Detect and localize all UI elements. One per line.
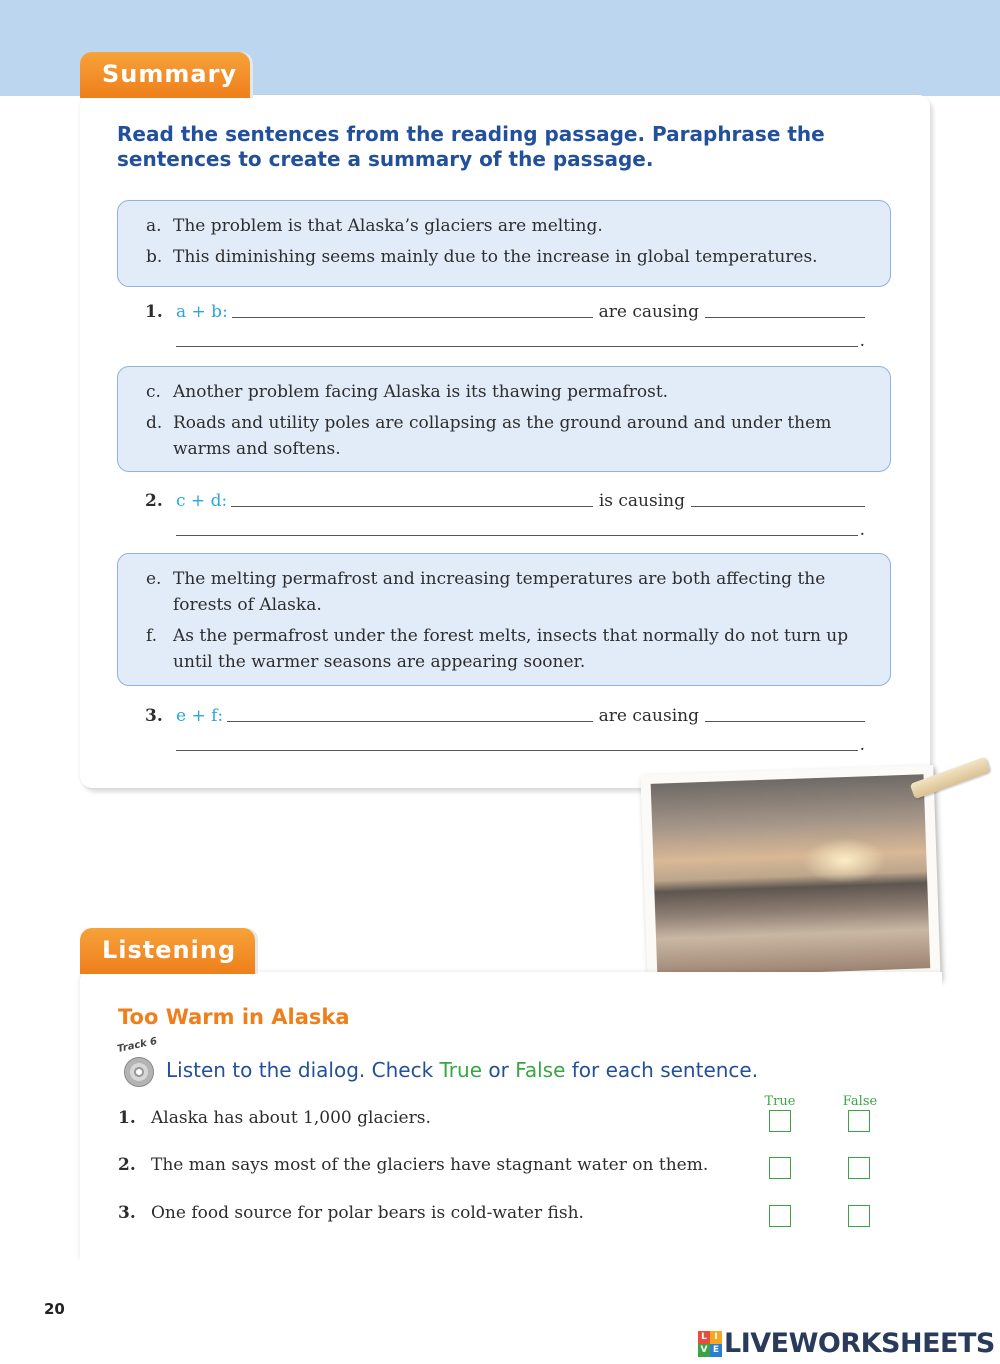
sentence-a (146, 213, 864, 239)
instruction-true-word: True (439, 1058, 482, 1082)
cd-audio-icon[interactable] (124, 1057, 154, 1087)
sentence-letter: e. (146, 569, 162, 589)
answer-1-blank-c[interactable] (176, 329, 858, 347)
listening-title: Too Warm in Alaska (118, 1005, 350, 1029)
answer-number: 1. (145, 302, 163, 322)
alaska-photo-frame (640, 765, 940, 989)
instruction-part: or (482, 1058, 516, 1082)
item-3-false-checkbox[interactable] (848, 1205, 870, 1227)
sentence-text: Roads and utility poles are collapsing as the ground around and under them warms and softens. (173, 413, 832, 459)
sentence-box-cd (117, 366, 891, 472)
sentence-d (146, 410, 864, 462)
answer-label: e + f: (176, 706, 224, 726)
summary-tab: Summary (80, 52, 250, 98)
logo-letter-l: L (698, 1331, 710, 1344)
instruction-part: Listen to the dialog. Check (166, 1058, 440, 1082)
sentence-text: The melting permafrost and increasing temperatures are both affecting the forests of Alaska. (173, 569, 826, 615)
sentence-c (146, 379, 864, 405)
summary-instruction: Read the sentences from the reading passage. Paraphrase the sentences to create a summary of the passage. (117, 122, 825, 171)
answer-3-blank-c[interactable] (176, 733, 858, 751)
true-column-header: True (764, 1094, 796, 1109)
item-number: 3. (118, 1203, 136, 1223)
sentence-letter: c. (146, 382, 161, 402)
answer-number: 3. (145, 706, 163, 726)
answer-end: . (859, 735, 865, 755)
answer-1-blank-b[interactable] (705, 300, 865, 318)
answer-3-blank-b[interactable] (705, 704, 865, 722)
sentence-box-ef (117, 553, 891, 686)
instruction-false-word: False (515, 1058, 566, 1082)
logo-letter-v: V (698, 1344, 710, 1357)
item-number: 1. (118, 1108, 136, 1128)
answer-3 (145, 702, 865, 755)
answer-2-blank-a[interactable] (231, 489, 593, 507)
logo-letter-e: E (710, 1344, 722, 1357)
sentence-f (146, 623, 864, 675)
item-1-false-checkbox[interactable] (848, 1110, 870, 1132)
sentence-text: This diminishing seems mainly due to the increase in global temperatures. (173, 247, 818, 267)
sentence-letter: f. (146, 626, 158, 646)
item-text: Alaska has about 1,000 glaciers. (151, 1108, 431, 1128)
answer-number: 2. (145, 491, 163, 511)
liveworksheets-logo-icon (698, 1331, 722, 1357)
sentence-b (146, 244, 864, 270)
sentence-text: Another problem facing Alaska is its thawing permafrost. (173, 382, 669, 402)
brand-name: LIVEWORKSHEETS (724, 1328, 995, 1359)
answer-3-blank-a[interactable] (227, 704, 593, 722)
sentence-text: The problem is that Alaska’s glaciers are melting. (173, 216, 603, 236)
answer-1-blank-a[interactable] (232, 300, 593, 318)
answer-connector: are causing (598, 706, 699, 726)
item-2-true-checkbox[interactable] (769, 1157, 791, 1179)
sentence-text: As the permafrost under the forest melts, insects that normally do not turn up until the warmer seasons are appearing sooner. (173, 626, 849, 672)
tf-item-3 (118, 1203, 878, 1233)
sentence-letter: b. (146, 247, 163, 267)
item-2-false-checkbox[interactable] (848, 1157, 870, 1179)
track-label: Track 6 (116, 1035, 159, 1056)
alaska-sunset-photo (651, 774, 931, 977)
answer-end: . (859, 520, 865, 540)
answer-connector: is causing (598, 491, 685, 511)
listening-instruction (166, 1058, 758, 1082)
page-number: 20 (44, 1300, 65, 1318)
item-1-true-checkbox[interactable] (769, 1110, 791, 1132)
answer-2 (145, 487, 865, 540)
item-3-true-checkbox[interactable] (769, 1205, 791, 1227)
answer-2-blank-c[interactable] (176, 518, 858, 536)
sentence-e (146, 566, 864, 618)
sentence-box-ab (117, 200, 891, 287)
false-column-header: False (842, 1094, 878, 1109)
answer-connector: are causing (598, 302, 699, 322)
instruction-part: for each sentence. (565, 1058, 759, 1082)
logo-letter-i: I (710, 1331, 722, 1344)
liveworksheets-brand[interactable] (698, 1328, 995, 1359)
answer-end: . (859, 331, 865, 351)
tf-item-2 (118, 1155, 878, 1185)
item-text: One food source for polar bears is cold-water fish. (151, 1203, 584, 1223)
sentence-letter: a. (146, 216, 162, 236)
answer-1 (145, 298, 865, 351)
answer-label: c + d: (176, 491, 228, 511)
sentence-letter: d. (146, 413, 163, 433)
tf-item-1 (118, 1108, 878, 1138)
answer-2-blank-b[interactable] (691, 489, 865, 507)
answer-label: a + b: (176, 302, 228, 322)
listening-tab: Listening (80, 928, 255, 974)
item-text: The man says most of the glaciers have stagnant water on them. (151, 1155, 709, 1175)
item-number: 2. (118, 1155, 136, 1175)
